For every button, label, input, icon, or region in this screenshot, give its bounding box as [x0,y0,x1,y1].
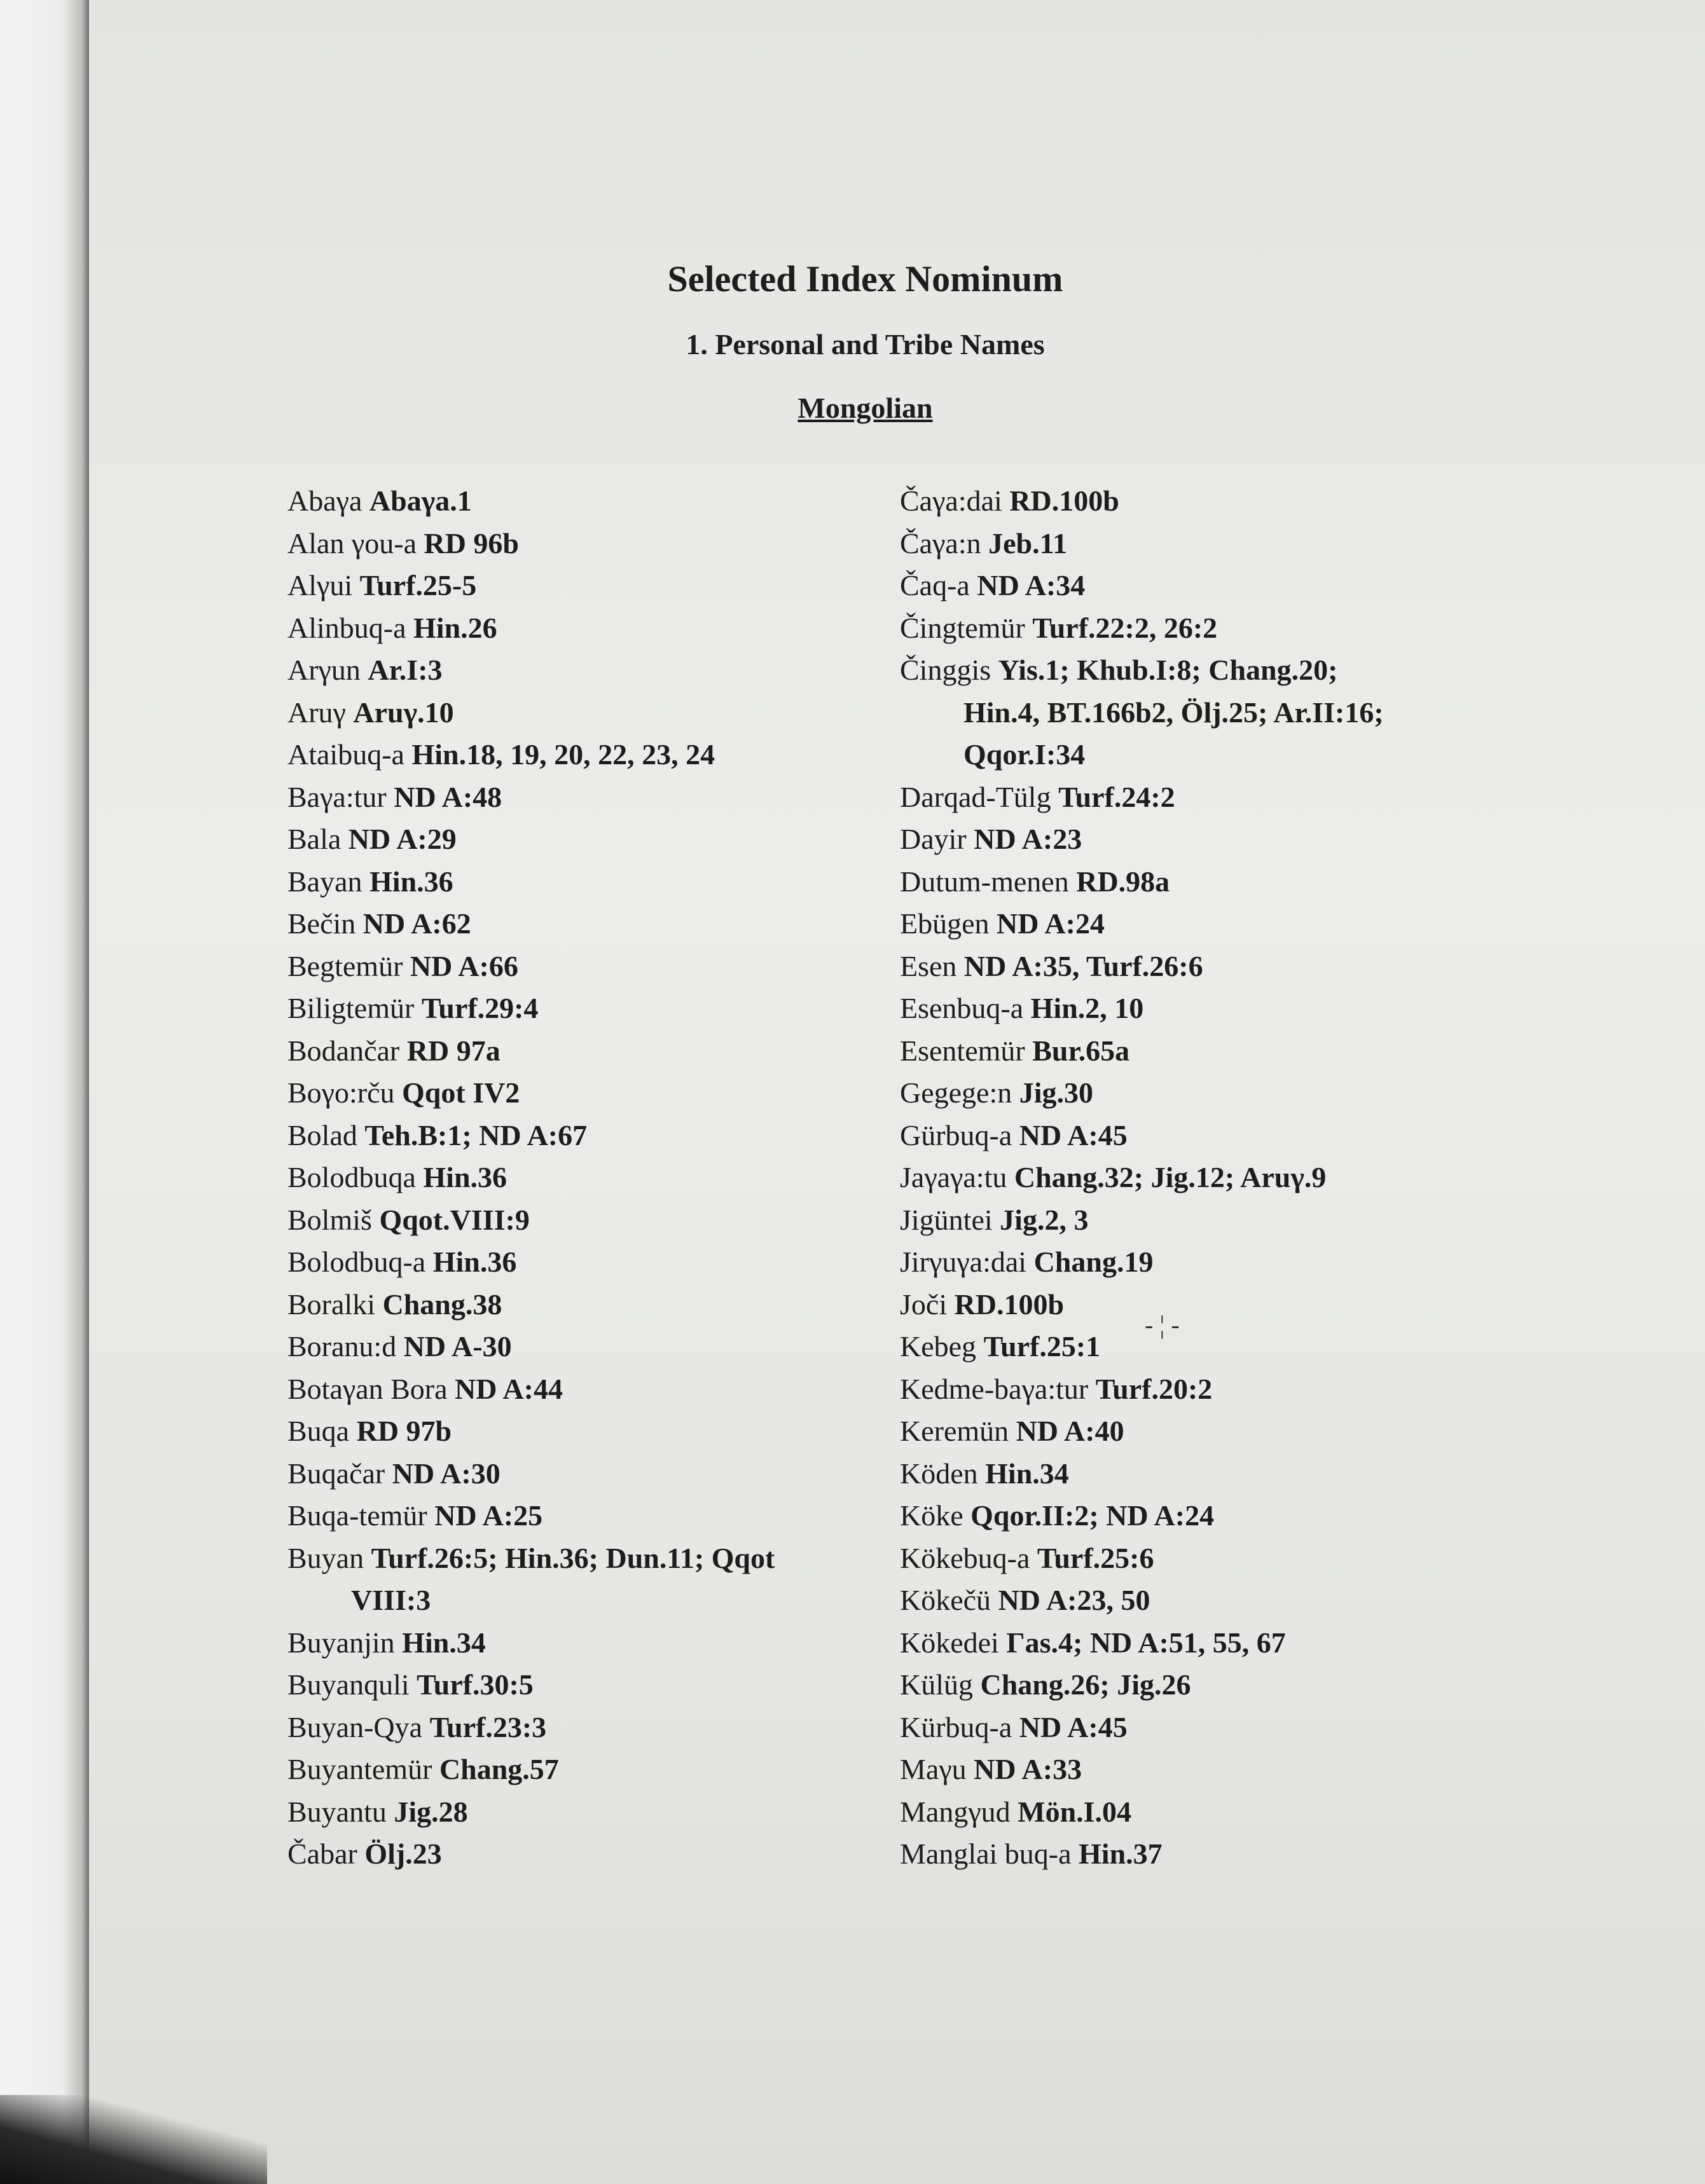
entry-references: Turf.25-5 [359,569,477,601]
entry-references: Qqor.II:2; ND A:24 [970,1499,1215,1532]
index-entry [900,649,1510,692]
entry-references: Chang.32; Jig.12; Aruγ.9 [1014,1161,1327,1193]
index-entry [287,1072,860,1115]
entry-references: Chang.19 [1033,1246,1154,1278]
entry-name: Buyantu [287,1795,387,1828]
entry-name: Esen [900,949,957,982]
entry-name: Čaγa:n [900,526,981,560]
index-entry [287,945,860,988]
entry-references: Ar.I:3 [368,654,443,686]
entry-references: Teh.B:1; ND A:67 [364,1118,588,1151]
entry-references: Qqot IV2 [402,1076,520,1109]
entry-name: Dutum-menen [900,865,1069,898]
index-entry [287,480,860,523]
index-entry [287,692,860,734]
index-entry [900,1030,1510,1073]
entry-references: Hin.36 [369,865,453,898]
entry-references: Hin.36 [423,1161,507,1193]
entry-name: Keremün [900,1415,1009,1447]
entry-name: Begtemür [287,949,403,982]
index-entry [287,1410,860,1453]
entry-references: ND A:34 [977,569,1086,601]
index-entry [900,1748,1510,1791]
entry-name: Jirγuγa:dai [900,1246,1027,1278]
entry-references: Abaγa.1 [369,484,472,517]
index-entry [287,1368,860,1411]
entry-references: RD.100b [1009,484,1119,517]
index-entry [900,1537,1510,1580]
entry-references: ND A:25 [434,1499,543,1532]
entry-references: Turf.24:2 [1058,780,1175,813]
entry-continuation: Hin.4, BT.166b2, Ölj.25; Ar.II:16; [963,696,1384,729]
entry-name: Jigüntei [900,1203,993,1236]
entry-references: Qqot.VIII:9 [379,1203,530,1236]
index-entry [900,607,1510,650]
index-entry [287,987,860,1030]
entry-references: Turf.25:6 [1037,1541,1154,1574]
entry-references: Hin.34 [985,1457,1069,1490]
entry-references: Turf.29:4 [421,992,539,1024]
entry-name: Ataibuq-a [287,738,404,771]
entry-name: Dayir [900,823,967,855]
entry-name: Bolodbuqa [287,1161,416,1193]
entry-references: RD.100b [954,1288,1065,1321]
entry-references: ND A:44 [455,1372,563,1405]
index-entry [287,1284,860,1326]
index-entry [287,565,860,607]
index-entry [287,1326,860,1368]
index-entry [287,818,860,861]
index-entry [287,1157,860,1199]
entry-references: Ölj.23 [364,1837,442,1870]
entry-references: ND A:40 [1016,1415,1124,1447]
entry-references: ND A:24 [997,907,1105,940]
entry-name: Buqačar [287,1457,385,1490]
entry-name: Bolad [287,1118,357,1151]
entry-references: Mön.I.04 [1018,1795,1132,1828]
entry-name: Alinbuq-a [287,611,406,644]
index-entry [287,1707,860,1749]
index-entry [287,1537,860,1580]
entry-name: Buyanjin [287,1626,395,1659]
index-entry [287,1748,860,1791]
entry-references: ND A:35, Turf.26:6 [963,949,1203,982]
entry-name: Biligtemür [287,992,415,1024]
entry-references: Hin.36 [432,1246,517,1278]
index-entry [287,649,860,692]
index-entry [900,1791,1510,1834]
index-entry [900,1199,1510,1242]
index-entry [900,1622,1510,1665]
index-entry [900,1707,1510,1749]
entry-name: Činggis [900,654,991,686]
page-title: Selected Index Nominum [667,258,1063,299]
index-entry [287,734,860,776]
cursor-mark: - ¦ - [1145,1310,1180,1339]
entry-name: Gegege:n [900,1076,1012,1109]
entry-name: Kebeg [900,1330,977,1363]
entry-references: Turf.20:2 [1095,1372,1213,1405]
entry-references: Jig.2, 3 [1000,1203,1089,1236]
index-entry [287,1495,860,1537]
entry-name: Alan γou-a [287,526,417,560]
entry-name: Buyan-Qya [287,1710,423,1743]
entry-name: Külüg [900,1668,973,1701]
entry-references: ND A:66 [410,949,518,982]
entry-references: ND A:33 [974,1753,1082,1785]
index-entry [287,1199,860,1242]
entry-references: Chang.57 [439,1753,559,1785]
entry-references: RD 96b [424,526,520,560]
entry-references: Hin.2, 10 [1030,992,1144,1024]
entry-name: Kökečü [900,1584,991,1616]
index-entry [900,523,1510,565]
entry-name: Darqad-Tülg [900,780,1051,813]
entry-name: Boralki [287,1288,375,1321]
index-entry [900,903,1510,945]
entry-references: Turf.30:5 [417,1668,534,1701]
index-entry [287,776,860,819]
entry-name: Kürbuq-a [900,1710,1012,1743]
entry-name: Maγu [900,1753,967,1785]
entry-name: Esentemür [900,1034,1025,1067]
index-entry [900,1072,1510,1115]
entry-name: Buyanquli [287,1668,410,1701]
page-subtitle: 1. Personal and Tribe Names [686,328,1045,361]
entry-references: Jig.28 [394,1795,468,1828]
entry-name: Buqa [287,1415,350,1447]
entry-name: Gürbuq-a [900,1118,1012,1151]
entry-references: ND A:30 [392,1457,500,1490]
index-entry [900,565,1510,607]
entry-name: Bodančar [287,1034,400,1067]
entry-references: Hin.18, 19, 20, 22, 23, 24 [411,738,715,771]
index-entry [900,1241,1510,1284]
entry-continuation: Qqor.I:34 [963,738,1086,771]
index-column-left [287,480,860,1876]
entry-name: Arγun [287,654,361,686]
index-entry [287,1664,860,1707]
entry-name: Buqa-temür [287,1499,427,1532]
entry-name: Botaγan Bora [287,1372,448,1405]
index-entry [900,1664,1510,1707]
entry-name: Bayan [287,865,362,898]
entry-name: Joči [900,1288,948,1321]
entry-references: Turf.26:5; Hin.36; Dun.11; Qqot [371,1541,775,1574]
entry-references: Aruγ.10 [353,696,454,729]
index-entry [287,1791,860,1834]
entry-references: Hin.37 [1079,1837,1163,1870]
entry-name: Alγui [287,569,353,601]
index-entry [900,945,1510,988]
index-entry [287,523,860,565]
entry-references: Hin.34 [402,1626,486,1659]
entry-references: ND A:29 [348,823,457,855]
entry-references: ND A:45 [1019,1118,1128,1151]
entry-name: Kökedei [900,1626,999,1659]
index-entry [287,903,860,945]
entry-name: Esenbuq-a [900,992,1024,1024]
entry-references: ND A-30 [403,1330,512,1363]
entry-references: Chang.38 [382,1288,502,1321]
entry-name: Boγo:rču [287,1076,395,1109]
entry-references: ND A:62 [362,907,471,940]
entry-references: Turf.23:3 [429,1710,547,1743]
section-heading: Mongolian [797,392,933,424]
entry-name: Köke [900,1499,963,1532]
entry-references: ND A:45 [1019,1710,1128,1743]
index-entry [900,1410,1510,1453]
entry-name: Kökebuq-a [900,1541,1030,1574]
entry-name: Buyantemür [287,1753,432,1785]
entry-name: Čabar [287,1837,357,1870]
entry-references: ND A:23 [974,823,1082,855]
index-entry [900,776,1510,819]
entry-name: Köden [900,1457,978,1490]
entry-name: Bečin [287,907,356,940]
index-entry [287,1030,860,1073]
entry-name: Manglai buq-a [900,1837,1072,1870]
entry-name: Ebügen [900,907,990,940]
index-entry [287,1833,860,1876]
index-entry [900,1579,1510,1622]
entry-references: Yis.1; Khub.I:8; Chang.20; [998,654,1338,686]
entry-name: Čingtemür [900,611,1025,644]
index-entry [900,1453,1510,1495]
index-entry [287,1115,860,1157]
entry-references: Jeb.11 [988,526,1068,560]
index-entry [900,987,1510,1030]
entry-name: Bolodbuq-a [287,1246,426,1278]
entry-references: Hin.26 [413,611,497,644]
entry-name: Boranu:d [287,1330,397,1363]
entry-name: Mangγud [900,1795,1011,1828]
index-entry [900,1157,1510,1199]
index-entry [287,1241,860,1284]
index-entry [900,480,1510,523]
entry-references: RD.98a [1076,865,1170,898]
index-entry [287,607,860,650]
photo-shadow [0,2095,267,2184]
index-entry [287,1622,860,1665]
entry-references: Turf.25:1 [983,1330,1101,1363]
index-entry [900,861,1510,903]
index-entry [900,1115,1510,1157]
entry-references: RD 97a [406,1034,500,1067]
index-entry [900,818,1510,861]
entry-name: Buyan [287,1541,364,1574]
entry-name: Čaq-a [900,569,970,601]
entry-references: Γas.4; ND A:51, 55, 67 [1006,1626,1286,1659]
index-entry [900,1368,1510,1411]
entry-references: Jig.30 [1019,1076,1094,1109]
entry-references: ND A:23, 50 [998,1584,1150,1616]
index-entry [900,1833,1510,1876]
entry-name: Čaγa:dai [900,484,1002,517]
entry-name: Baγa:tur [287,780,387,813]
entry-references: RD 97b [356,1415,452,1447]
entry-name: Bolmiš [287,1203,372,1236]
index-entry [287,861,860,903]
index-entry [900,1495,1510,1537]
entry-references: Turf.22:2, 26:2 [1032,611,1218,644]
entry-continuation: VIII:3 [351,1584,431,1616]
index-entry [900,1284,1510,1326]
index-entry [900,1326,1510,1368]
entry-name: Abaγa [287,484,362,517]
entry-name: Kedme-baγa:tur [900,1372,1089,1405]
entry-references: Chang.26; Jig.26 [980,1668,1191,1701]
index-column-right [900,480,1510,1876]
entry-references: ND A:48 [394,780,502,813]
entry-references: Bur.65a [1032,1034,1130,1067]
entry-name: Jaγaγa:tu [900,1161,1007,1193]
entry-name: Bala [287,823,342,855]
entry-name: Aruγ [287,696,346,729]
index-entry [287,1453,860,1495]
